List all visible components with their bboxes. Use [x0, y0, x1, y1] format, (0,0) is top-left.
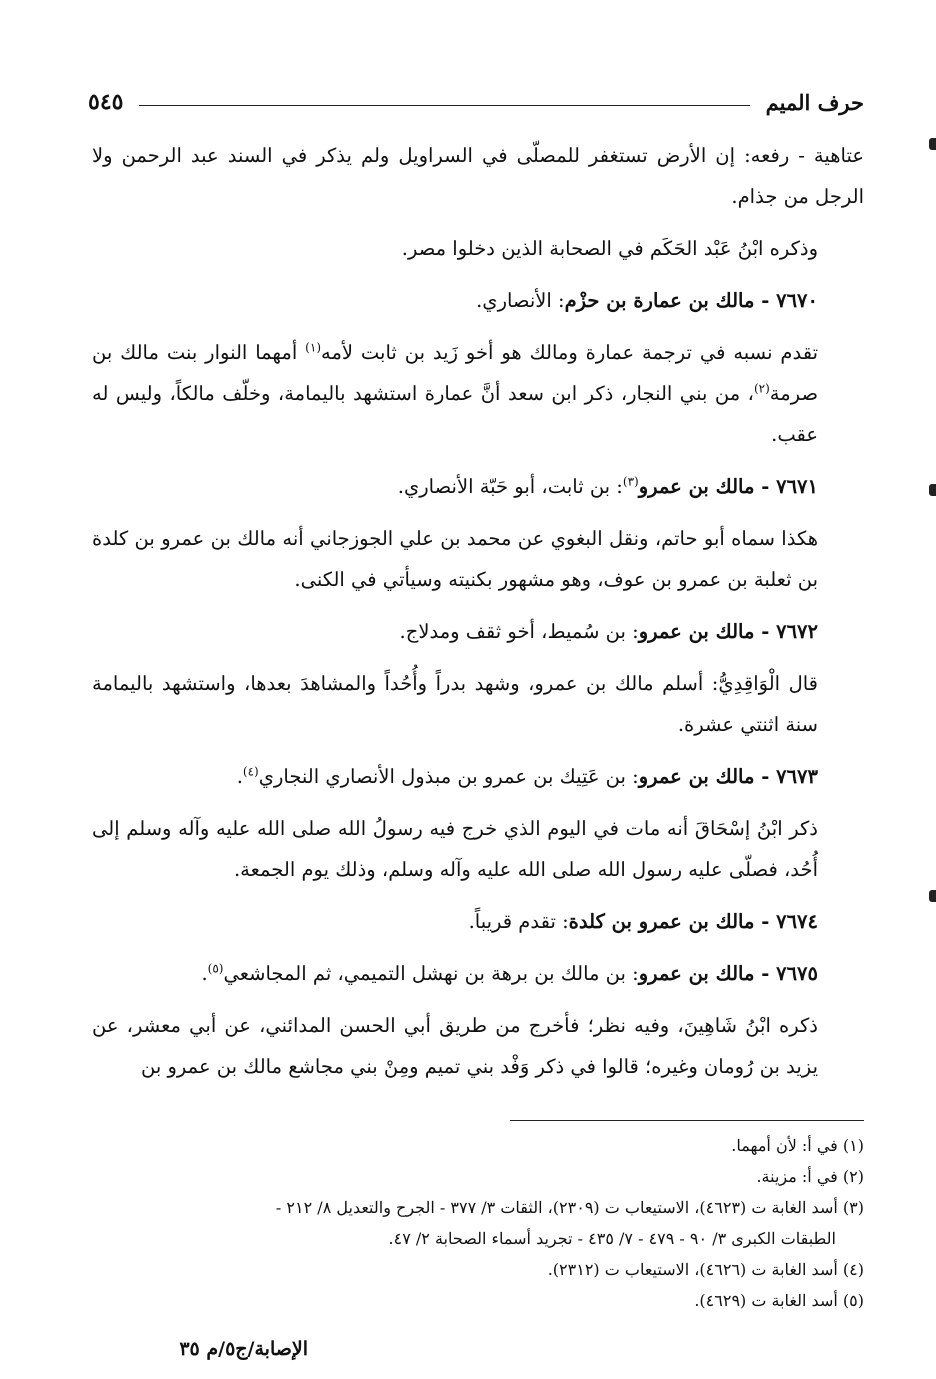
paragraph — [92, 135, 864, 217]
page-edge-mark — [929, 138, 936, 150]
footnote-text: في أ: مزينة. — [756, 1167, 838, 1186]
entry-number: ٧٦٧٠ — [776, 289, 818, 312]
footnote-separator — [510, 1120, 864, 1121]
footnote — [92, 1285, 864, 1316]
footnote-continuation — [92, 1223, 864, 1254]
entry-name: مالك بن عمرو — [638, 620, 755, 643]
paragraph — [92, 332, 864, 455]
entry-tail: . — [236, 765, 243, 788]
entry-number: ٧٦٧١ — [776, 475, 818, 498]
main-text — [92, 135, 864, 1098]
entry-rest: : تقدم قريباً. — [468, 910, 569, 933]
entry-rest: : بن مالك بن برهة بن نهشل التميمي، ثم المجاشعي — [223, 962, 639, 985]
footnote-text: الطبقات الكبرى ٣/ ٩٠ - ٤٧٩ - ٧/ ٤٣٥ - تجريد أسماء الصحابة ٢/ ٤٧. — [388, 1229, 836, 1248]
paragraph-text: أمهما النوار بنت مالك بن صرمة — [92, 341, 818, 405]
entry-rest: : بن ثابت، أبو حَبّة الأنصاري. — [397, 475, 623, 498]
running-header — [88, 82, 864, 122]
paragraph-text: وذكره ابْنُ عَبْد الحَكَم في الصحابة الذين دخلوا مصر. — [401, 237, 818, 260]
footnote — [92, 1161, 864, 1192]
footnote-ref[interactable]: (٥) — [207, 961, 224, 976]
footnote — [92, 1254, 864, 1285]
paragraph-text: تقدم نسبه في ترجمة عمارة ومالك هو أخو زَيد بن ثابت لأمه — [321, 341, 818, 364]
paragraph-text: ذكره ابْنُ شَاهِينَ، وفيه نظر؛ فأخرج من طريق أبي الحسن المدائني، عن أبي معشر، عن يزيد بن رُومان وغيره؛ قالوا في ذكر وَفْد بني تميم ومِنْ بني مجاشع مالك بن عمرو بن — [92, 1014, 818, 1078]
page-number: ٥٤٥ — [88, 89, 124, 115]
footnote-text: أسد الغابة ت (٤٦٢٣)، الاستيعاب ت (٢٣٠٩)، الثقات ٣/ ٣٧٧ - الجرح والتعديل ٨/ ٢١٢ - — [275, 1198, 838, 1217]
paragraph — [92, 518, 864, 600]
footnote-ref[interactable]: (٣) — [622, 474, 639, 489]
chapter-title: حرف الميم — [765, 89, 864, 115]
entry-heading: ٧٦٧٥ - مالك بن عمرو: بن مالك بن برهة بن نهشل التميمي، ثم المجاشعي$^{(٥)}$. — [201, 961, 818, 985]
entry-name: مالك بن عمرو — [638, 475, 755, 498]
footnote-text: في أ: لأن أمهما. — [731, 1136, 838, 1155]
paragraph-text: قال الْوَاقِدِيُّ: أسلم مالك بن عمرو، وشهد بدراً وأُحُداً والمشاهدَ بعدها، واستشهد باليمامة سنة اثنتي عشرة. — [92, 672, 818, 736]
footnote-ref[interactable]: (١) — [305, 340, 321, 355]
footnote-ref[interactable]: (٤) — [242, 764, 259, 779]
footnote-text: أسد الغابة ت (٤٦٢٦)، الاستيعاب ت (٢٣١٢). — [547, 1260, 838, 1279]
paragraph-text: ، من بني النجار، ذكر ابن سعد أنَّ عمارة استشهد باليمامة، وخلّف مالكاً، وليس له عقب. — [92, 382, 818, 446]
signature-mark: الإصابة/ج٥/م ٣٥ — [179, 1338, 308, 1360]
entry-heading: ٧٦٧٠ - مالك بن عمارة بن حزْم: الأنصاري. — [476, 289, 818, 312]
page-edge-mark — [929, 890, 936, 902]
paragraph — [92, 663, 864, 745]
footnote-ref[interactable]: (٢) — [753, 381, 770, 396]
entry-name: مالك بن عمارة بن حزْم — [564, 289, 755, 312]
footnote — [92, 1130, 864, 1161]
entry-rest: : بن سُميط، أخو ثقف ومدلاج. — [399, 620, 639, 643]
entry-heading: ٧٦٧١ - مالك بن عمرو$^{(٣)}$: بن ثابت، أبو حَبّة الأنصاري. — [397, 474, 818, 498]
page-edge-mark — [929, 484, 936, 496]
entry-heading: ٧٦٧٢ - مالك بن عمرو: بن سُميط، أخو ثقف ومدلاج. — [399, 620, 818, 643]
entry-rest: : الأنصاري. — [476, 289, 565, 312]
entry-tail: . — [201, 962, 208, 985]
paragraph-text: عتاهية - رفعه: إن الأرض تستغفر للمصلّى في السراويل ولم يذكر في السند عبد الرحمن ولا الرجل من جذام. — [92, 144, 864, 208]
entry-heading: ٧٦٧٤ - مالك بن عمرو بن كلدة: تقدم قريباً. — [468, 910, 818, 933]
footnote-number: (٤) — [842, 1260, 864, 1279]
paragraph — [92, 1005, 864, 1087]
entry-number: ٧٦٧٣ — [776, 765, 818, 788]
entry-number: ٧٦٧٤ — [776, 910, 818, 933]
entry-rest: : بن عَتِيك بن عمرو بن مبذول الأنصاري النجاري — [258, 765, 639, 788]
entry-name: مالك بن عمرو — [638, 765, 755, 788]
footnote — [92, 1192, 864, 1223]
paragraph-text: ذكر ابْنُ إسْحَاقَ أنه مات في اليوم الذي خرج فيه رسولُ الله صلى الله عليه وآله وسلم إلى أُحُد، فصلّى عليه رسول الله صلى الله عليه وآله وسلم، وذلك يوم الجمعة. — [92, 817, 818, 881]
footnote-number: (٢) — [842, 1167, 864, 1186]
footnote-number: (٣) — [842, 1198, 864, 1217]
paragraph — [92, 228, 864, 269]
footnote-text: أسد الغابة ت (٤٦٢٩). — [694, 1291, 838, 1310]
paragraph — [92, 808, 864, 890]
entry-number: ٧٦٧٥ — [776, 962, 818, 985]
entry-name: مالك بن عمرو — [638, 962, 755, 985]
entry-name: مالك بن عمرو بن كلدة — [568, 910, 755, 933]
entry-number: ٧٦٧٢ — [776, 620, 818, 643]
header-rule — [139, 105, 749, 106]
footnotes — [92, 1130, 864, 1316]
footnote-number: (١) — [842, 1136, 864, 1155]
footnote-number: (٥) — [842, 1291, 864, 1310]
entry-heading: ٧٦٧٣ - مالك بن عمرو: بن عَتِيك بن عمرو بن مبذول الأنصاري النجاري$^{(٤)}$. — [236, 764, 818, 788]
paragraph-text: هكذا سماه أبو حاتم، ونقل البغوي عن محمد بن علي الجوزجاني أنه مالك بن عمرو بن كلدة بن ثعلبة بن عمرو بن عوف، وهو مشهور بكنيته وسيأتي في الكنى. — [92, 527, 818, 591]
